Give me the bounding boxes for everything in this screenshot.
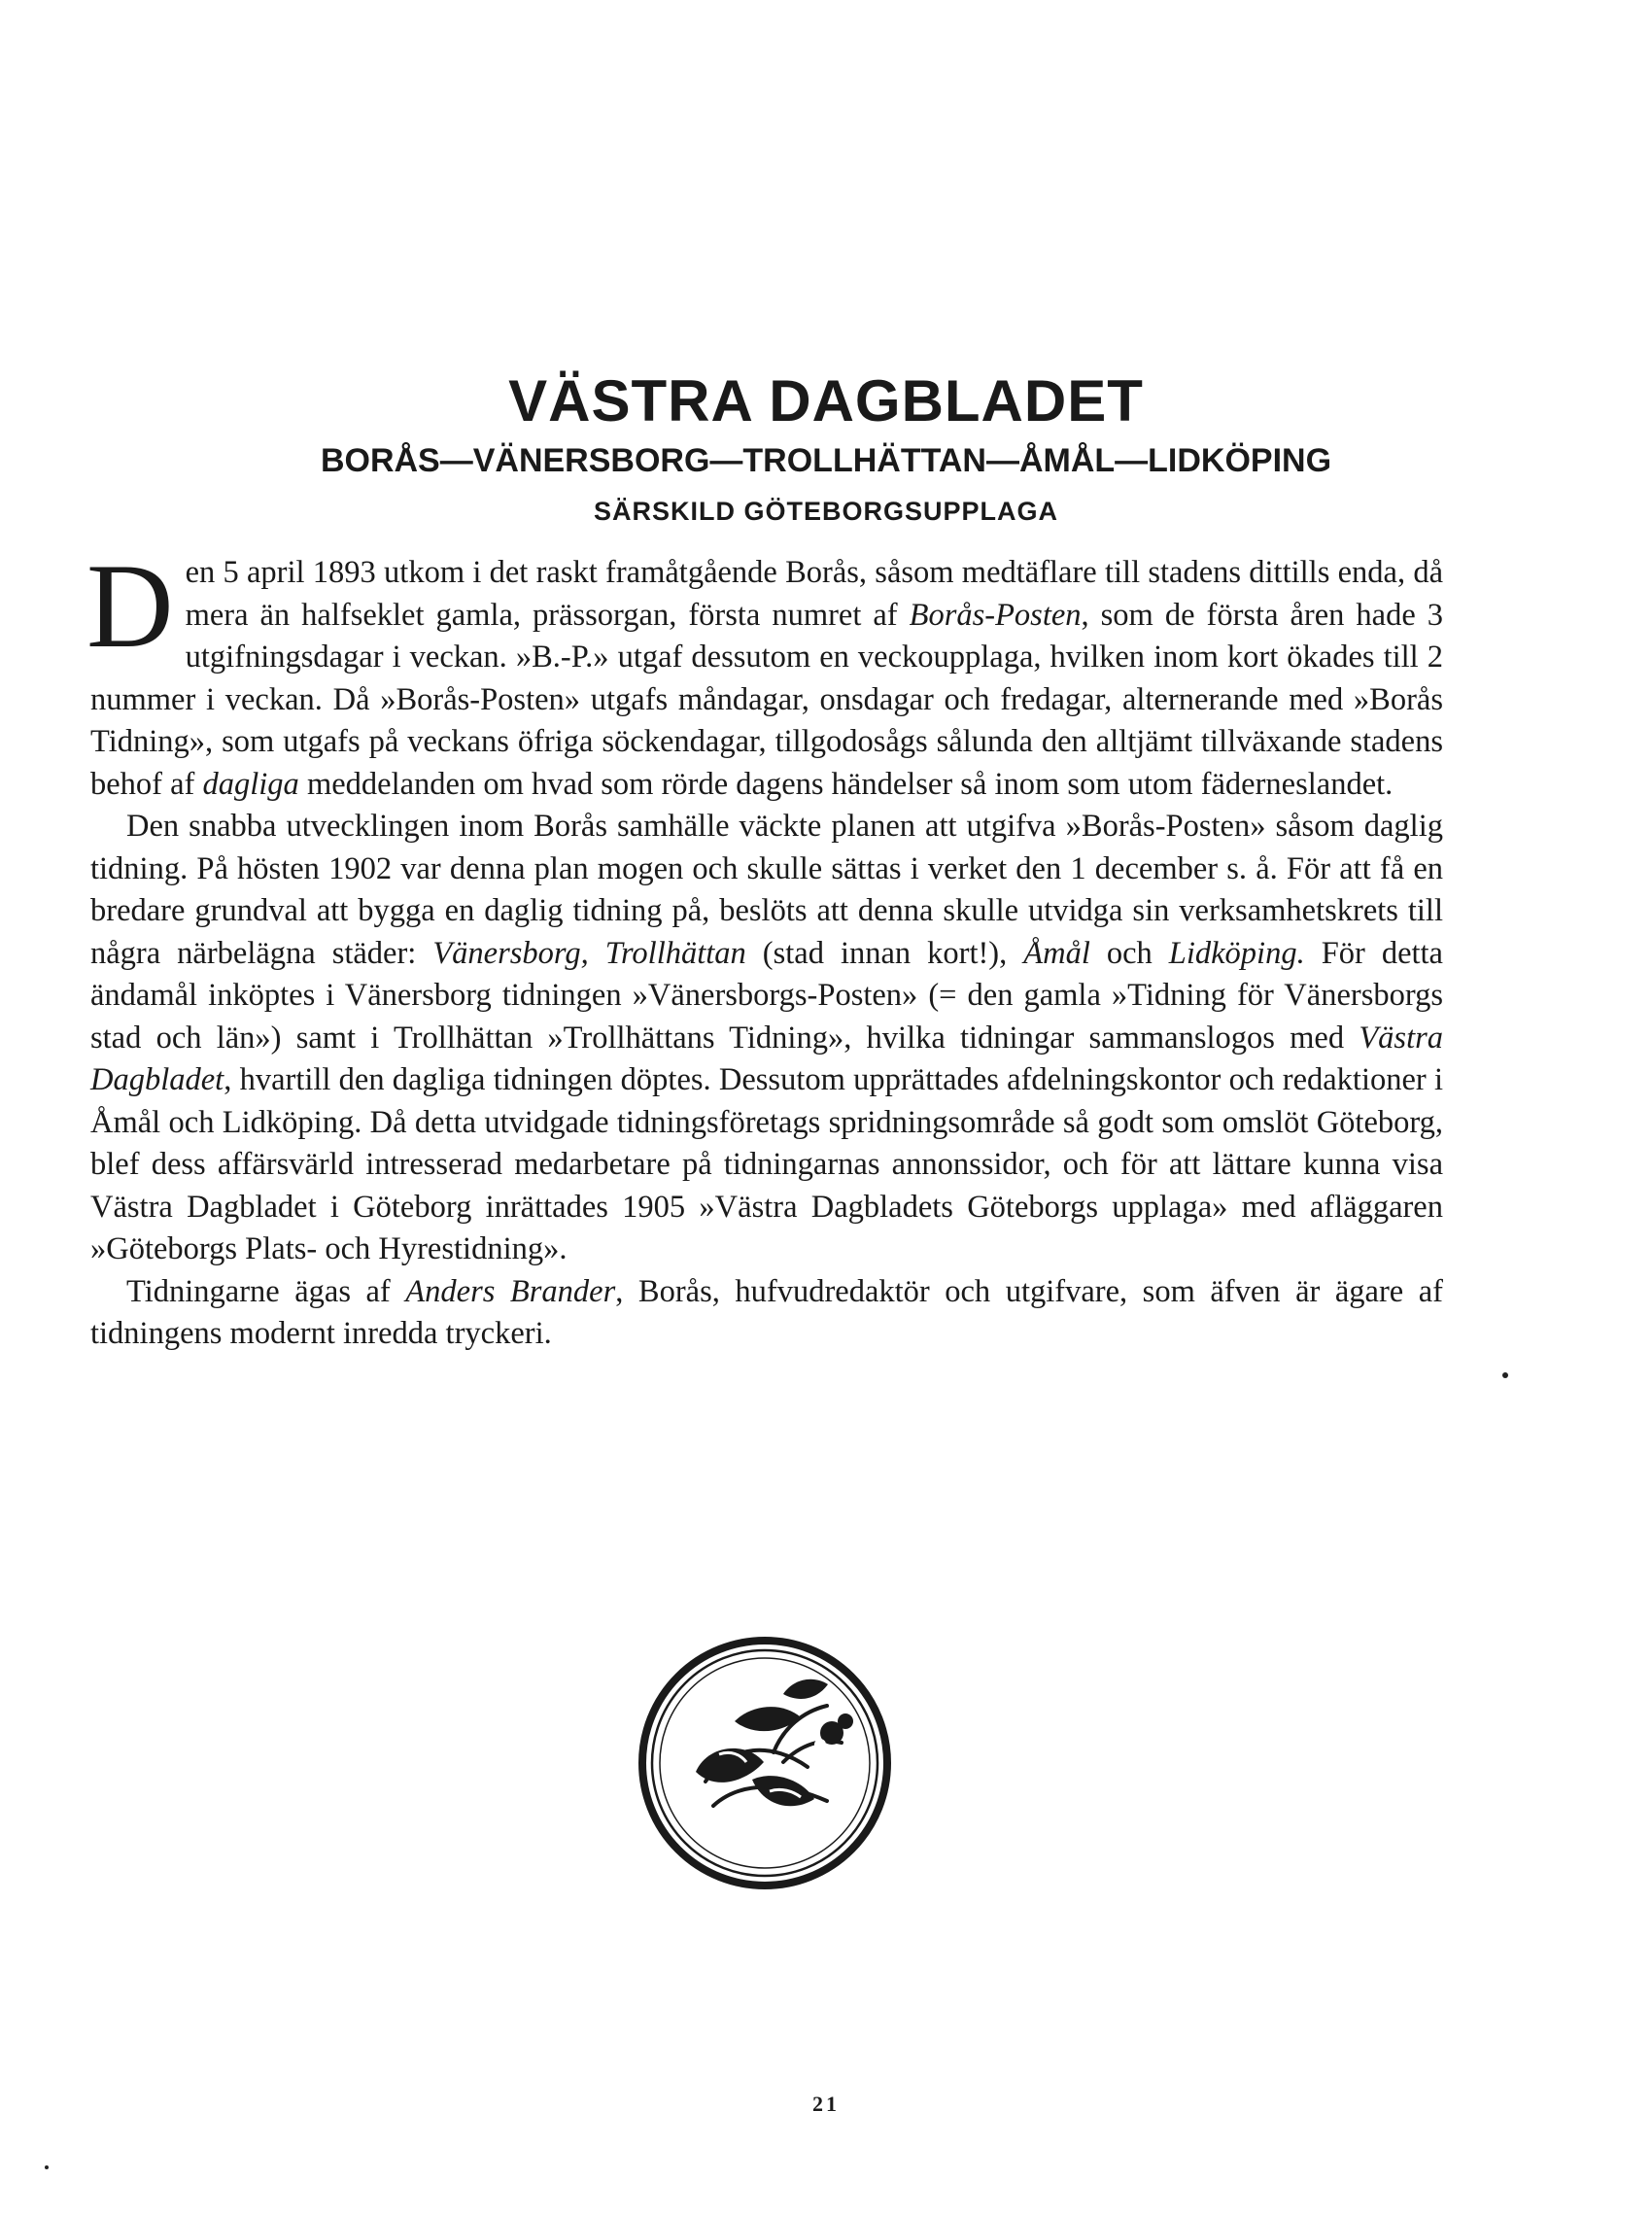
text-run: Tidningarne ägas af (126, 1273, 406, 1309)
drop-cap: D (86, 539, 174, 673)
page-title: VÄSTRA DAGBLADET (508, 368, 1144, 433)
print-speck (1502, 1372, 1508, 1378)
paragraph-1 (86, 539, 1443, 806)
print-speck (45, 2165, 49, 2169)
paragraph-2 (90, 806, 1443, 1271)
text-run-italic: Åmål (1023, 935, 1090, 971)
text-run-italic: Västra Dagbladet (90, 1020, 1443, 1097)
text-run: en 5 april 1893 utkom i det raskt framåtgående Borås, såsom medtäflare till stadens dittills enda, då mera än halfseklet gamla, prässorgan, första numret af (185, 555, 1443, 633)
paragraph-3 (90, 1271, 1443, 1356)
article-body (86, 539, 1443, 1356)
text-run: meddelanden om hvad som rörde dagens händelser så inom som utom fäderneslandet. (298, 766, 1394, 802)
text-run: Den snabba utvecklingen inom Borås samhälle väckte planen att utgifva »Borås-Posten» såsom daglig tidning. På hösten 1902 var denna plan mogen och skulle sättas i verket den 1 december s. å. För att få en bredare grundval att bygga en daglig tidning på, beslöts att denna skulle utvidga sin verksamhetskrets till några närbelägna städer: (90, 809, 1443, 971)
text-run: För detta ändamål inköptes i Vänersborg tidningen »Vänersborgs-Posten» (= den gamla »Tidning för Vänersborgs stad och län») samt i Trollhättan »Trollhättans Tidning», hvilka tidningar sammanslogos med (90, 935, 1443, 1056)
text-run-italic: Anders Brander (405, 1273, 616, 1309)
text-run-italic: Vänersborg, Trollhättan (432, 935, 746, 971)
cities-subtitle: BORÅS—VÄNERSBORG—TROLLHÄTTAN—ÅMÅL—LIDKÖPING (320, 442, 1332, 479)
page-number: 21 (812, 2092, 840, 2116)
text-run-italic: Lidköping. (1168, 935, 1305, 971)
text-run-italic: Borås-Posten (909, 597, 1082, 633)
edition-subtitle: SÄRSKILD GÖTEBORGSUPPLAGA (593, 497, 1059, 526)
text-run: , Borås, hufvudredaktör och utgifvare, som äfven är ägare af tidningens modernt inredda tryckeri. (90, 1273, 1443, 1351)
text-run: , hvartill den dagliga tidningen döptes. Dessutom upprättades afdelningskontor och redaktioner i Åmål och Lidköping. Då detta utvidgade tidningsföretags spridningsområde så godt som omslöt Göteborg, blef dess affärsvärld intresserad medarbetare på tidningarnas annonssidor, och för att lättare kunna visa Västra Dagbladet i Göteborg inrättades 1905 »Västra Dagbladets Göteborgs upplaga» med afläggaren »Göteborgs Plats- och Hyrestidning». (90, 1062, 1443, 1266)
text-run-italic: dagliga (202, 766, 299, 802)
text-run: och (1089, 935, 1169, 971)
text-run: (stad innan kort!), (745, 935, 1024, 971)
floral-roundel-icon (637, 1636, 892, 1890)
text-run: , som de första åren hade 3 utgifningsdagar i veckan. »B.-P.» utgaf dessutom en veckoupplaga, hvilken inom kort ökades till 2 nummer i veckan. Då »Borås-Posten» utgafs måndagar, onsdagar och fredagar, alternerande med »Borås Tidning», som utgafs på veckans öfriga söckendagar, tillgodosågs sålunda den alltjämt tillväxande stadens behof af (90, 597, 1443, 802)
